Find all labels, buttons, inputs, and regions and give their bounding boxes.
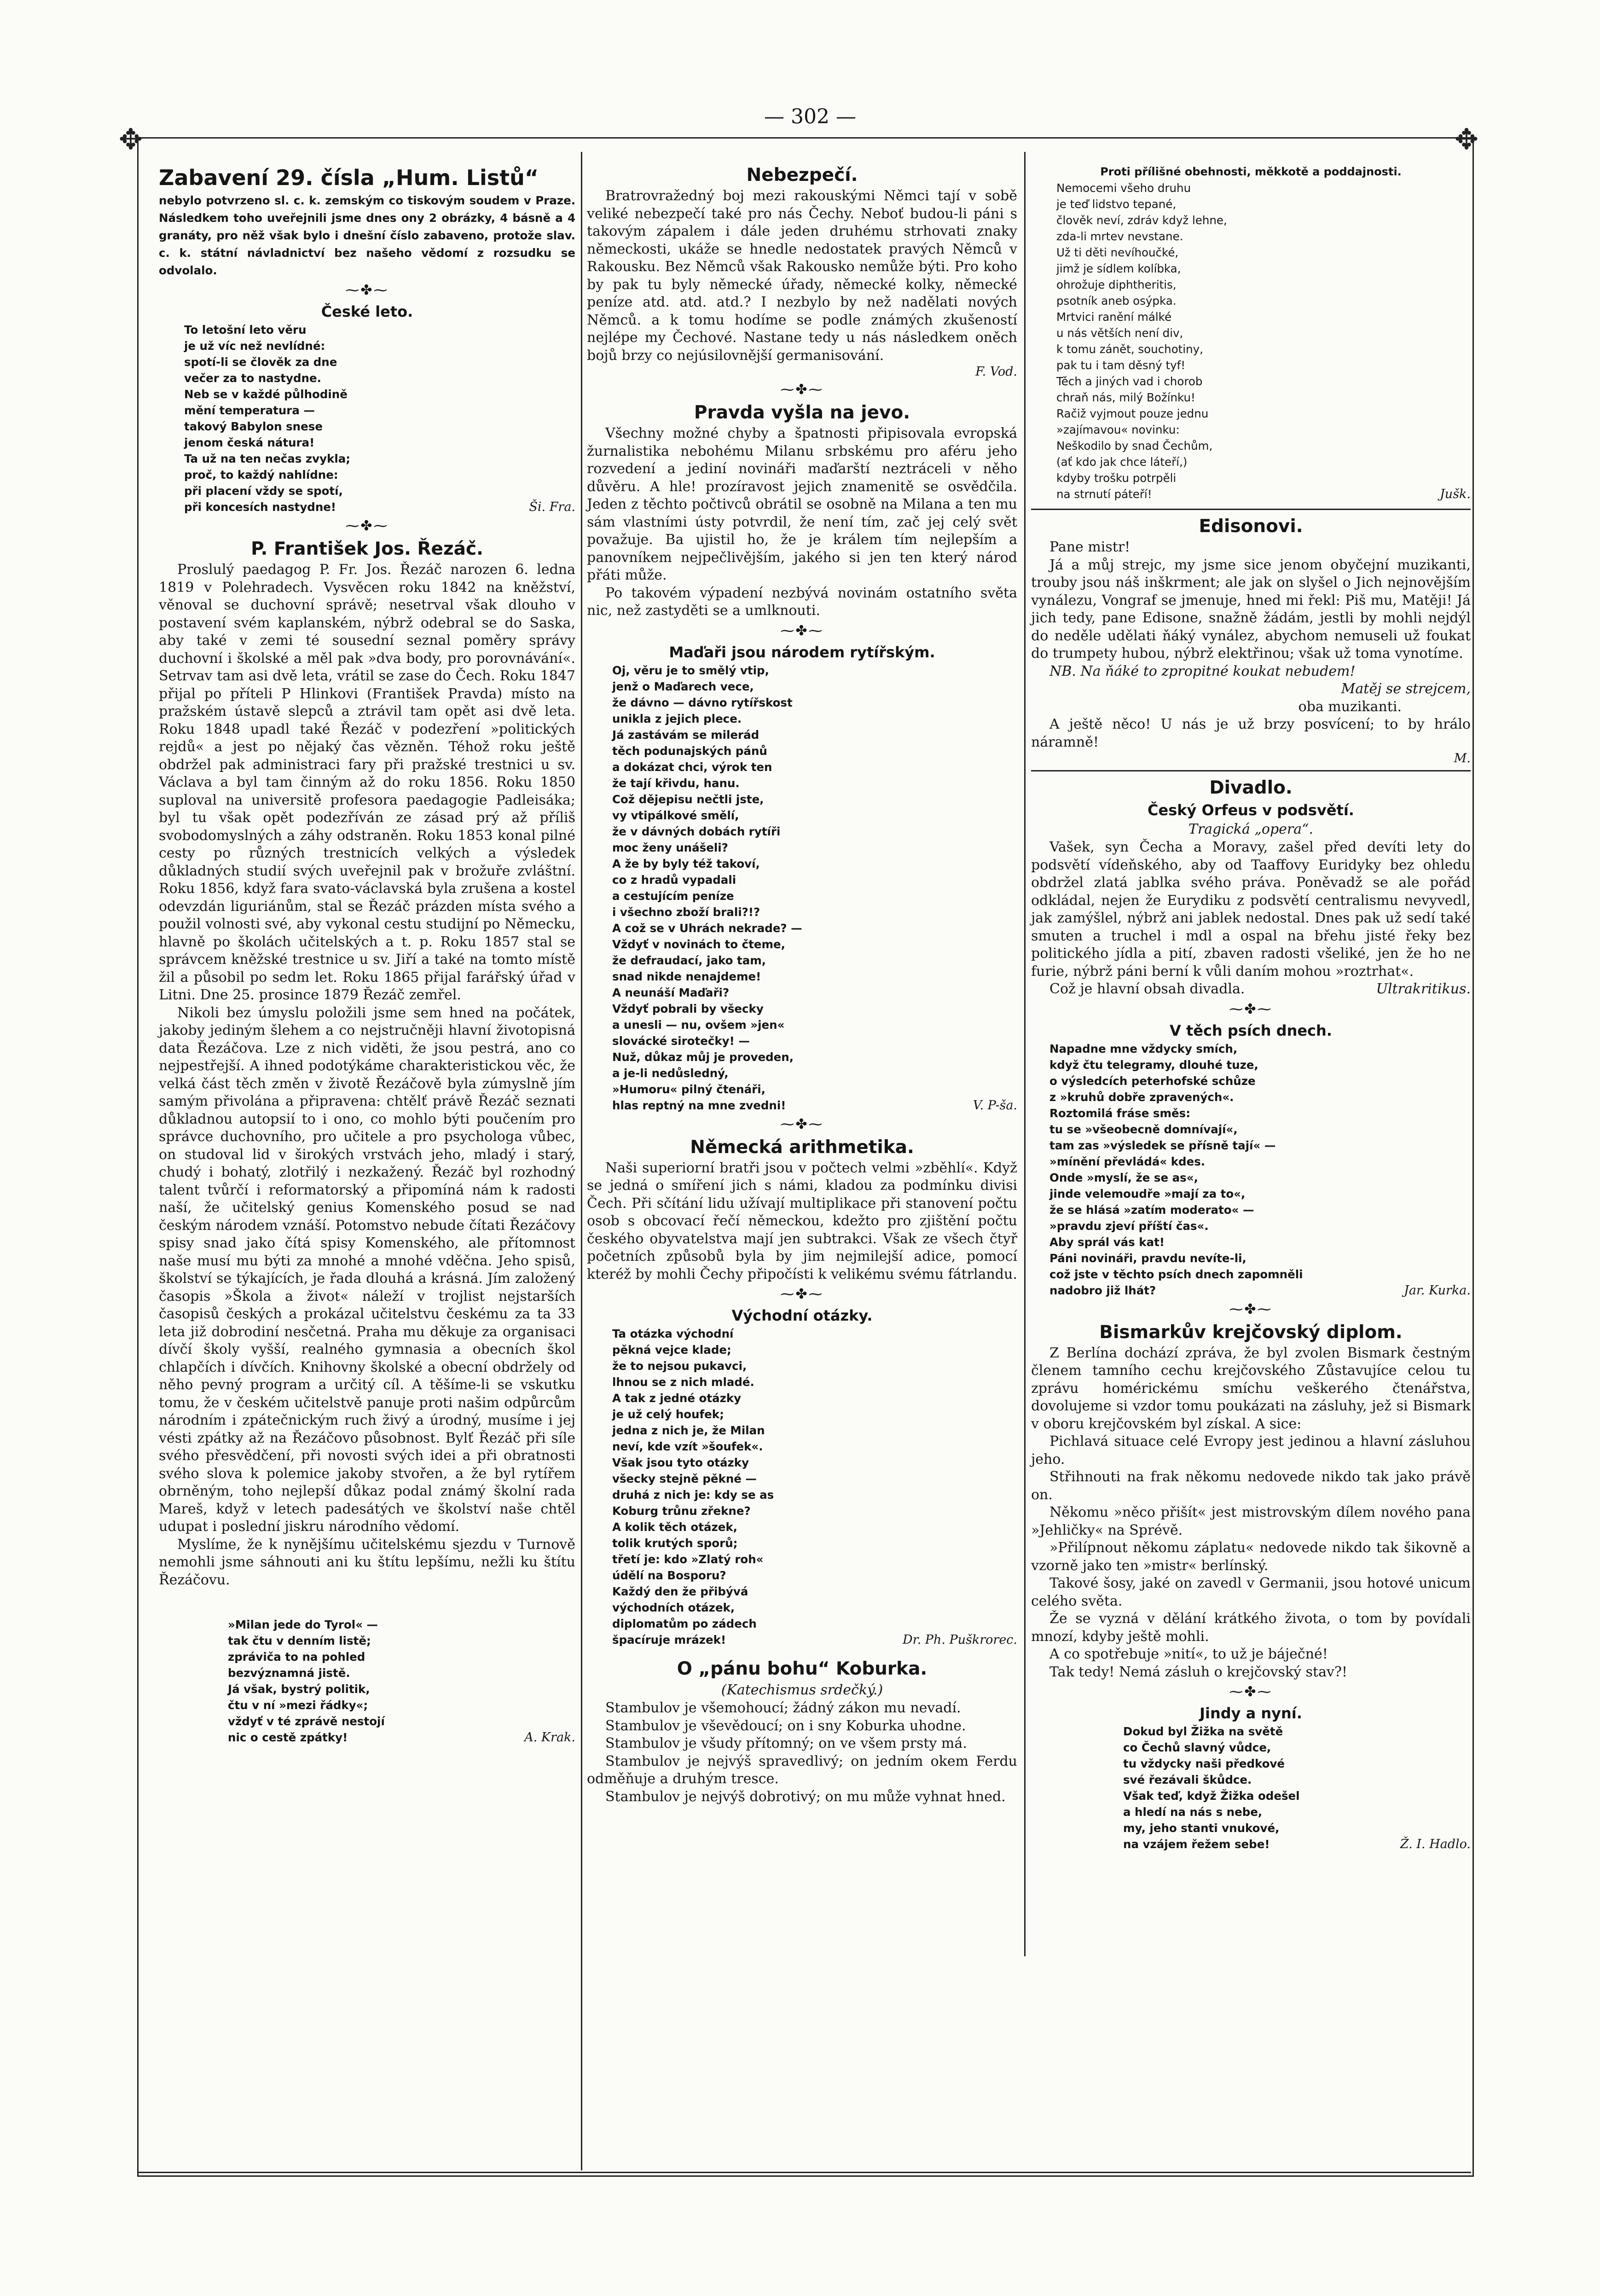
signature: Ši. Fra.: [529, 500, 575, 514]
otazky-poem: Ta otázka východní pěkná vejce klade; že to nejsou pukavci, lhnou se z nich mladé. A tak z jedné otázky je už celý houfek; jedna z nich je, že Milan neví, kde vzít »šoufek«. Však jsou tyto otázky všecky stejně pěkné — druhá z nich je: kdy se as Koburg trůnu zřekne? A kolik těch otázek, tolik krutých sporů; třetí je: kdo »Zlatý roh« údělí na Bosporu? Každý den že přibývá východních otázek, diplomatům po zádech špacíruje mrázek! Dr. Ph. Puškrorec.: [612, 1327, 1017, 1647]
koburka-paragraph-5: Stambulov je nejvýš dobrotivý; on mu může vyhnat hned.: [605, 1788, 1006, 1805]
bismarck-title: Bismarkův krejčovský diplom.: [1099, 1322, 1403, 1343]
rule-bottom-left: [137, 2172, 1471, 2173]
obehnost-poem: Nemocemi všeho druhu je teď lidstvo tepané, člověk neví, zdráv když lehne, zda-li mrtev nevstane. Už ti děti nevíhoučké, jimž je sídlem kolíbka, ohrožuje diphtheritis, psotník aneb osýpka. Mrtvici ranění málké u nás větších není div, k tomu zánět, souchotiny, pak tu i tam děsný tyf! Těch a jiných vad i chorob chraň nás, milý Božínku! Račiž vyjmout pouze jednu »zajímavou« novinku: Neškodilo by snad Čechům, (ať kdo jak chce láteří,) kdyby trošku potrpěli na strnutí páteří! Jušk.: [1056, 181, 1471, 501]
koburka-paragraph-3: Stambulov je všudy přítomný; on ve všem prsty má.: [605, 1735, 967, 1751]
signature: A. Krak.: [524, 1730, 575, 1745]
rezac-title: P. František Jos. Řezáč.: [251, 539, 483, 559]
koburka-paragraph-2: Stambulov je vševědoucí; on i sny Koburka uhodne.: [605, 1717, 966, 1734]
confiscation-notice: nebylo potvrzeno sl. c. k. zemským co tiskovým soudem v Praze. Následkem toho uveřejnili jsme dnes ony 2 obrázky, 4 básně a 4 granáty, pro něž však bylo i dnešní číslo zabaveno, protože slav. c. k. státní návladnictví bez našeho vědomí z rozsudku se odvolalo.: [159, 194, 575, 277]
koburka-subtitle: (Katechismus srdečký.): [721, 1682, 883, 1698]
rezac-paragraph-3: Myslíme, že k nynějšímu učitelskému sjezdu v Turnově nemohli jsme sáhnouti ani ku štítu lepšímu, nežli ku štítu Řezáčovu.: [159, 1536, 575, 1588]
ornament-separator: ⁓✤⁓: [780, 622, 824, 639]
psi-dny-poem: Napadne mne vždycky smích, když čtu telegramy, dlouhé tuze, o výsledcích peterhofské schůze z »kruhů dobře zpravených«. Roztomilá fráse směs: tu se »všeobecně domnívají«, tam zas »výsledek se přísně tají« — »mínění převládá« kdes. Onde »myslí, že se as«, jinde velemoudře »mají za to«, že se hlásá »zatím moderato« — »pravdu zjeví příští čas«. Aby sprál vás kat! Páni novináři, pravdu nevíte-li, což jste v těchto psích dnech zapomněli nadobro již lhát? Jar. Kurka.: [1049, 1042, 1471, 1298]
edisonovi-sign-1: Matěj se strejcem,: [1341, 681, 1471, 697]
ornament-separator: ⁓✤⁓: [1229, 1684, 1273, 1700]
rezac-paragraph-1: Proslulý paedagog P. Fr. Jos. Řezáč narozen 6. ledna 1819 v Polehradech. Vysvěcen roku 1842 na kněžství, věnoval se duchovní správě; nesetrval však dlouho v postavení svém kaplanském, nýbrž odebral se do Saska, aby také v zemi té sousední seznal poměry správy duchovní i školské a měl pak »dva body, pro porovnávání«. Setrvav tam asi dvě leta, vrátil se zase do Čech. Roku 1847 přijal po příteli P Hlinkovi (František Pravda) místo na pražském ústavě slepců a ztrávil tam opět asi dvě leta. Roku 1848 upadl také Řezáč v podezření »politických rejdů« a jest po nějaký čas vězněn. Téhož roku ještě obdržel pak administraci fary při pražské trestnici u sv. Václava a byl tam činným až do roku 1856. Roku 1850 suploval na universitě profesora paedagogie Padleisáka; byl tu však opět podezříván ze zásad prý až příliš svobodomyslných a záhy odstraněn. Roku 1853 konal pilné cesty po různých trestnicích velkých a výsledek důkladných studií svých uveřejnil pak v brožuře zvláštní. Roku 1856, když fara svato-václavská byla zrušena a kostel odevzdán liguriánům, stal se Řezáč prázden místa svého a použil volnosti své, aby vykonal cestu studijní po Německu, hlavně po školách učitelských a t. p. Roku 1857 stal se správcem kněžské trestnice u sv. Jiří a také na tomto místě žil a působil po sedm let. Roku 1865 přijal farářský úřad v Litni. Dne 25. prosince 1879 Řezáč zemřel.: [159, 562, 575, 1003]
ornament-separator: ⁓✤⁓: [780, 382, 824, 398]
koburka-paragraph-1: Stambulov je všemohoucí; žádný zákon mu nevadí.: [605, 1700, 961, 1716]
ornament-separator: ⁓✤⁓: [1229, 1001, 1273, 1017]
corner-ornament-top-left: ✥: [119, 122, 143, 156]
bismarck-paragraph-6: Takové šosy, jaké on zavedl v Germanii, jsou hotové unicum celého světa.: [1031, 1575, 1471, 1609]
signature: M.: [1454, 751, 1471, 765]
column-2: [587, 163, 1017, 1806]
arithmetika-body: Naši superiorní bratři jsou v počtech velmi »zběhlí«. Když se jedná o smíření jich s námi, kladou za podmínku divisi Čech. Při sčítání lidu užívají multiplikace při stanovení počtu osob s obcovací řečí německou, kdežto pro zjištění počtu českého obyvatelstva mají jen subtrakci. Však ze všech čtyř početních způsobů byla by jim nejmilejší adice, pomocí kteréž by mohli Čechy připočísti k velikému svému fátrlandu.: [587, 1160, 1017, 1282]
madari-poem: Oj, věru je to smělý vtip, jenž o Maďarech vece, že dávno — dávno rytířskost unikla z jejich plece. Já zastávám se milerád těch podunajských pánů a dokázat chci, výrok ten že tají křivdu, hanu. Což dějepisu nečtli jste, vy vtipálkové smělí, že v dávných dobách rytíři moc ženy unášeli? A že by byly též takoví, co z hradů vypadali a cestujícím peníze i všechno zboží brali?!? A což se v Uhrách nekrade? — Vždyť v novinách to čteme, že defraudací, jako tam, snad nikde nenajdeme! A neunáší Maďaři? Vždyť pobrali by všecky a unesli — nu, ovšem »jen« slovácké sirotečky! — Nuž, důkaz můj je proveden, a je-li nedůsledný, »Humoru« pilný čtenáři, hlas reptný na mne zvedni! V. P-ša.: [612, 663, 1017, 1113]
divadlo-closing: Což je hlavní obsah divadla. Ultrakritikus.: [1031, 980, 1471, 998]
edisonovi-paragraph-3: NB. Na ňáké to zpropitné koukat nebudem!: [1049, 663, 1356, 679]
psi-dny-title: V těch psích dnech.: [1170, 1021, 1332, 1039]
confiscation-title: Zabavení 29. čísla „Hum. Listů“: [159, 165, 539, 190]
divadlo-subsubtitle: Tragická „opera“.: [1188, 821, 1314, 837]
pravda-title: Pravda vyšla na jevo.: [694, 402, 910, 423]
ornament-separator: ⁓✤⁓: [1229, 1301, 1273, 1317]
otazky-title: Východní otázky.: [731, 1307, 873, 1324]
bismarck-paragraph-1: Z Berlína dochází zpráva, že byl zvolen Bismark čestným členem tamního cechu krejčovského Zůstavujíce celou tu zprávu homérickému smíchu veškerého čtenářstva, dovolujeme si vzdor tomu poukázati na zásluhy, jež si Bismark v oboru krejčovském byl získal. A sice:: [1031, 1345, 1471, 1432]
divadlo-title: Divadlo.: [1209, 777, 1293, 798]
column-3: [1031, 163, 1471, 1852]
nebezpeci-title: Nebezpečí.: [746, 165, 858, 186]
edisonovi-title: Edisonovi.: [1199, 516, 1303, 537]
corner-ornament-top-right: ✥: [1455, 122, 1478, 156]
bismarck-paragraph-9: Tak tedy! Nemá zásluh o krejčovský stav?!: [1049, 1664, 1348, 1680]
section-divider: [1031, 509, 1471, 510]
obehnost-title: Proti přílišné obehnosti, měkkotě a poddajnosti.: [1100, 165, 1402, 178]
jindy-poem: Dokud byl Žižka na světě co Čechů slavný vůdce, tu vždycky naši předkové své řezávali škůdce. Však teď, když Žižka odešel a hledí na nás s nebe, my, jeho stanti vnukové, na vzájem řežem sebe! Ž. I. Hadlo.: [1123, 1725, 1471, 1851]
ceske-leto-title: České leto.: [321, 303, 413, 320]
bismarck-paragraph-7: Že se vyzná v dělání krátkého života, o tom by povídali mnozí, kdyby ještě mohli.: [1031, 1611, 1471, 1645]
jindy-title: Jindy a nyní.: [1200, 1705, 1302, 1722]
milan-poem: »Milan jede do Tyrol« — tak čtu v denním listě; zpráviča to na pohled bezvýznamná jistě. Já však, bystrý politik, čtu v ní »mezi řádky«; vždyť v té zprávě nestojí nic o cestě zpátky! A. Krak.: [228, 1618, 575, 1745]
divadlo-paragraph-1: Vašek, syn Čecha a Moravy, zašel před devíti lety do podsvětí vídeňského, aby od Taaffovy Euridyky bez ohledu obdržel zlatá jablka svého práva. Poněvadž se ale pořád odkládal, nejen že Eurydiku z podsvětí centralismu nevyvedl, jak zamýšlel, nýbrž ani jablek nedostal. Dnes pak už sedí také smuten a truchel i mdl a ospal na břehu jisté řeky bez politického jídla a pití, zbaven radosti všeliké, jen že ho ne furie, nýbrž páni berní k vůli daním mohou »roztrhat«.: [1031, 839, 1471, 980]
ornament-separator: ⁓✤⁓: [345, 282, 389, 298]
pravda-paragraph-1: Všechny možné chyby a špatnosti připisovala evropská žurnalistika nebohému Milanu srbskému pro aféru jeho rozvedení a jediní novináři maďarští neztráceli v něho důvěru. A hle! prozíravost jejich znamenitě se osvědčila. Jeden z těchto počtivců obrátil se osobně na Milana a ten mu sám vlastními ústy potvrdil, že není tím, zač jej celý svět považuje. Ba ujistil ho, že je králem tím nejlepším a panovníkem nejpečlivějším, jakého si jen ten který národ přáti může.: [587, 425, 1017, 583]
column-rule-2: [1024, 152, 1026, 1956]
bismarck-paragraph-2: Pichlavá situace celé Evropy jest jedinou a hlavní zásluhou jeho.: [1031, 1433, 1471, 1467]
ceske-leto-poem: To letošní leto věru je už víc než nevlídné: spotí-li se člověk za dne večer za to nastydne. Neb se v každé půlhodině mění temperatura — takový Babylon snese jenom česká nátura! Ta už na ten nečas zvykla; proč, to každý nahlídne: při placení vždy se spotí, při koncesích nastydne! Ši. Fra.: [184, 323, 575, 514]
divadlo-subtitle: Český Orfeus v podsvětí.: [1148, 801, 1354, 819]
edisonovi-ps: A ještě něco! U nás je už brzy posvícení; to by hrálo náramně!: [1031, 716, 1471, 750]
signature: Ultrakritikus.: [1376, 981, 1471, 997]
signature: Dr. Ph. Puškrorec.: [903, 1633, 1017, 1647]
edisonovi-paragraph-2: Já a můj strejc, my jsme sice jenom obyčejní muzikanti, trouby jsou náš inškrment; ale jak on slyšel o Jich nejnovějším vynálezu, Vongraf se jmenuje, hned mi řekl: Piš mu, Matěji! Já jich tedy, pane Edisone, snažně žádám, jestli by mohli nejdýl do neděle udělati ňáký vynález, abychom nemuseli už foukat do trumpety hubou, nýbrž elektřinou; však už toma vynotíme.: [1031, 557, 1471, 661]
signature: Ž. I. Hadlo.: [1400, 1837, 1471, 1851]
section-divider: [1031, 770, 1471, 771]
koburka-title: O „pánu bohu“ Koburka.: [677, 1658, 928, 1679]
ornament-separator: ⁓✤⁓: [780, 1116, 824, 1132]
bismarck-paragraph-8: A co spotřebuje »nití«, to už je báječné!: [1049, 1646, 1328, 1662]
bismarck-paragraph-3: Střihnouti na frak někomu nedovede nikdo tak jako právě on.: [1031, 1469, 1471, 1503]
koburka-paragraph-4: Stambulov je nejvýš spravedlivý; on jedním okem Ferdu odměňuje a druhým tresce.: [587, 1753, 1017, 1787]
ornament-separator: ⁓✤⁓: [780, 1286, 824, 1302]
madari-title: Maďaři jsou národem rytířským.: [669, 643, 935, 661]
edisonovi-sign-2: oba muzikanti.: [1298, 698, 1402, 715]
arithmetika-title: Německá arithmetika.: [690, 1136, 914, 1158]
bismarck-paragraph-5: »Přilípnout někomu záplatu« nedovede nikdo tak šikovně a vzorně jako ten »mistr« berlínský.: [1031, 1540, 1471, 1574]
signature: V. P-ša.: [973, 1098, 1017, 1113]
column-1: [159, 163, 575, 1745]
signature: Jar. Kurka.: [1404, 1283, 1471, 1298]
column-rule-1: [581, 152, 582, 2170]
edisonovi-paragraph-1: Pane mistr!: [1049, 539, 1130, 555]
bismarck-paragraph-4: Někomu »něco přišít« jest mistrovským dílem nového pana »Jehličky« na Sprévě.: [1031, 1504, 1471, 1538]
page-number: — 302 —: [764, 105, 856, 128]
signature: F. Vod.: [975, 365, 1017, 379]
signature: Jušk.: [1439, 487, 1471, 501]
ornament-separator: ⁓✤⁓: [345, 518, 389, 534]
nebezpeci-body: Bratrovražedný boj mezi rakouskými Němci tají v sobě veliké nebezpečí také pro nás Čechy. Neboť budou-li páni s takovým zápalem i dále jeden druhému strhovati znaky německosti, ukáže se hnedle nedostatek pravých Němců v Rakousku. Bez Němců však Rakousko nemůže býti. Pro koho by pak tu byly německé úřady, německé kolky, německé peníze atd. atd. atd.? I nezbylo by než nadělati nových Němců. a k tomu hodíme se podle známých zkušeností nejlépe my Čechové. Nastane tedy u nás následkem oněch bojů brzy co nejúsilovnější germanisování.: [587, 188, 1017, 364]
pravda-paragraph-2: Po takovém výpadení nezbývá novinám ostatního světa nic, než zastyděti se a umlknouti.: [587, 585, 1017, 619]
rezac-paragraph-2: Nikoli bez úmyslu položili jsme sem hned na počátek, jakoby jediným šlehem a co nejstručněji hlavní životopisná data Řezáčova. Lze z nich viděti, že jsou pestrá, ano co nejpestřejší. A ihned podotýkáme charakteristickou věc, že velká část těch změn v životě Řezáčově byla zúmyslně jím samým přivolána a připravena: chtělť právě Řezáč seznati důkladnou autopsií to i ono, co mohlo býti poučením pro správce duchovního, pro učitele a pro psychologa vůbec, on studoval lid v širokých vrstvách jeho, mladý i starý, chudý i bohatý, zlotřilý i nezkažený. Řezáč byl rozhodný talent tvůrčí i reformatorský a připomíná nám k radosti naší, že učitelský genius Komenského posud se nad českým národem vznáší. Potomstvo nebude čítati Řezáčovy spisy snad jako čítá spisy Komenského, ale přítomnost naše musí mu býti za mnohé a mnohé vděčna. Jeho spisů, školství se týkajících, je řada dlouhá a krásná. Jím založený časopis »Škola a život« náleží v trojlist nejstarších časopisů českých a prokázal učitelstvu českému za ta 33 leta již dobrodiní nesčetná. Praha mu děkuje za organisaci dívčí školy vyšší, realného gymnasia a obecních škol chlapčích i dívčích. Knihovny školské a obecní obdržely od něho pevný program a určitý cíl. A těšíme-li se vskutku tomu, že v českém učitelstvě panuje proti našim odpůrcům národním i zpátečnickým ruch živý a úrodný, musíme i jej vésti zpátky až na Řezáčovo působnost. Bylť Řezáč při síle svého přesvědčení, při novosti svých idei a při obratnosti svého slova k polemice jakoby stvořen, a že byl rytířem obrněným, toho nejlepší důkaz podal známý školní rada Mareš, když v letech padesátých ve školství naše chtěl udupat i poslední jiskru národního vědomí.: [159, 1004, 575, 1535]
